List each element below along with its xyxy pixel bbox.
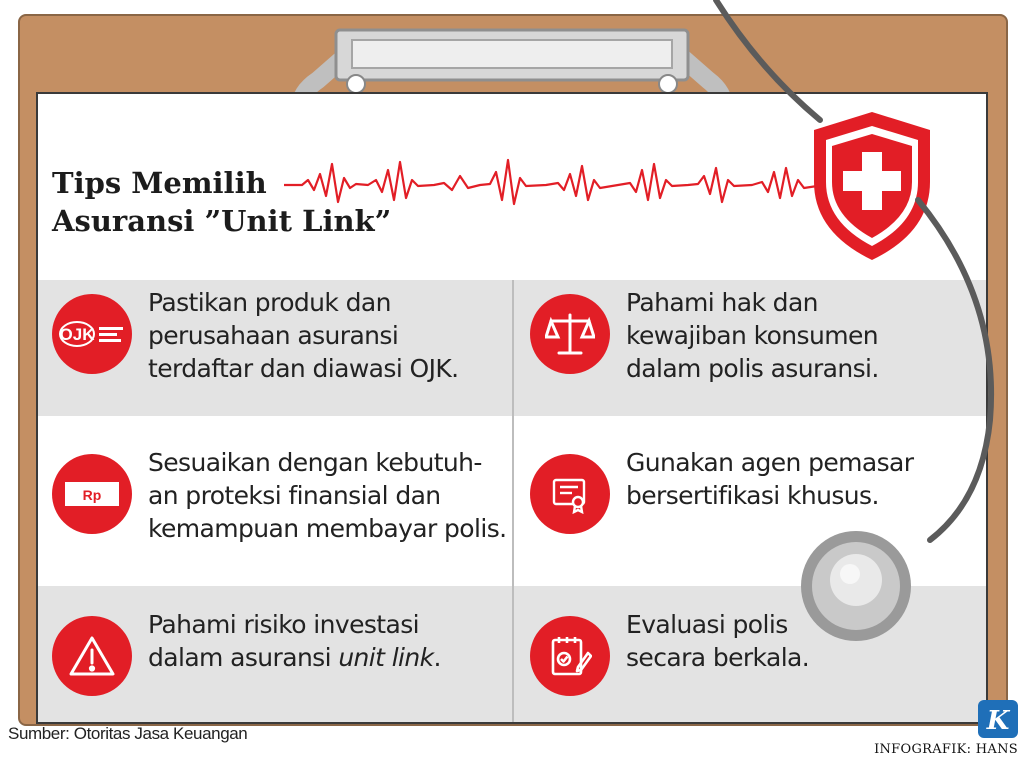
rupiah-label: Rp [82, 487, 102, 503]
tip-text: Pahami risiko investasi dalam asuransi unit link. [148, 610, 441, 672]
title-line-2: Asuransi ”Unit Link” [52, 204, 392, 238]
warning-icon [52, 616, 132, 696]
logo-letter: K [986, 706, 1010, 736]
scales-icon [530, 294, 610, 374]
tip-text: Evaluasi polis secara berkala. [626, 610, 810, 672]
title-line-1: Tips Memilih [52, 166, 267, 200]
ecg-line-icon [284, 150, 824, 210]
ojk-logo-text: OJK [59, 325, 95, 344]
source-caption: Sumber: Otoritas Jasa Keuangan [8, 724, 248, 743]
tip-text: Gunakan agen pemasar bersertifikasi khusus. [626, 448, 914, 510]
tip-text: Sesuaikan dengan kebutuh- an proteksi finansial dan kemampuan membayar polis. [148, 448, 507, 543]
ojk-logo-icon [52, 294, 132, 374]
tip-text: Pahami hak dan kewajiban konsumen dalam polis asuransi. [626, 288, 879, 383]
publisher-logo [978, 700, 1018, 738]
column-divider [512, 280, 514, 722]
medical-shield-icon [806, 108, 938, 264]
tips-grid [38, 280, 986, 722]
infographic-credit: INFOGRAFIK: HANS [874, 742, 1018, 757]
rupiah-icon [52, 454, 132, 534]
tip-text: Pastikan produk dan perusahaan asuransi terdaftar dan diawasi OJK. [148, 288, 459, 383]
certificate-icon [530, 454, 610, 534]
checklist-icon [530, 616, 610, 696]
